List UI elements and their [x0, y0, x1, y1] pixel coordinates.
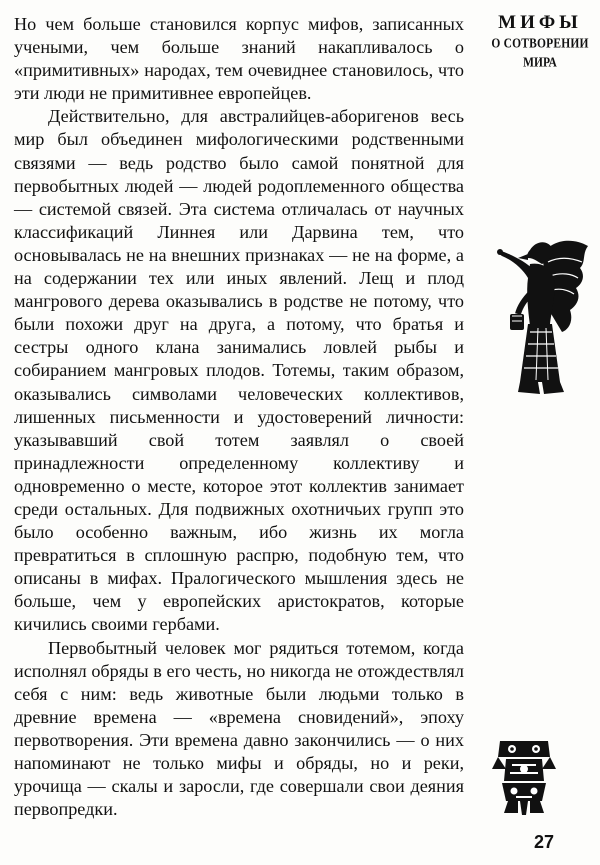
section-title-main: МИФЫ: [498, 12, 582, 33]
totem-figure-icon: [492, 735, 556, 817]
page-number: 27: [533, 832, 555, 852]
winged-deity-figure-icon: [490, 232, 590, 400]
paragraph-1: Но чем больше становился корпус мифов, записанных учеными, чем больше знаний накапливалось о «примитивных» народах, тем очевиднее становилось, что эти люди не примитивнее европейцев.: [14, 14, 464, 104]
section-title-line-1: О СОТВОРЕНИИ: [491, 36, 589, 52]
section-title: [484, 12, 596, 71]
sidebar: [484, 0, 596, 865]
paragraph-2: Действительно, для австралийцев-аборигенов весь мир был объединен мифологическими родственными связями — ведь родство было самой понятной для первобытных людей — людей родоплеменного общества — системой связей. Эта система отличалась от научных классификаций Линнея или Дарвина тем, что основывалась не на внешних признаках — не на форме, а на содержании тех или иных явлений. Лещ и плод мангрового дерева оказывались в родстве не потому, что были похожи друг на друга, а потому, что братья и сестры одного клана занимались ловлей рыбы и собиранием мангровых плодов. Тотемы, таким образом, оказывались символами человеческих коллективов, лишенных письменности и удостоверений личности: указывавший свой тотем заявлял о своей принадлежности определенному коллективу и одновременно о месте, которое этот коллектив занимает среди остальных. Для подвижных охотничьих групп это было особенно важным, ибо жизнь их могла превратиться в сплошную распрю, подобную тем, что описаны в мифах. Пралогического мышления здесь не больше, чем у европейских аристократов, которые кичились своими гербами.: [14, 106, 464, 635]
main-text: [14, 13, 464, 821]
paragraph-3: Первобытный человек мог рядиться тотемом, когда исполнял обряды в его честь, но никогда не отождествлял себя с ним: ведь животные были людьми только в древние времена — «времена сновидений», эпоху первотворения. Эти времена давно закончились — о них напоминают не только мифы и обряды, но и реки, урочища — скалы и заросли, где совершали свои деяния первопредки.: [14, 637, 464, 820]
section-title-line-2: МИРА: [523, 55, 557, 71]
